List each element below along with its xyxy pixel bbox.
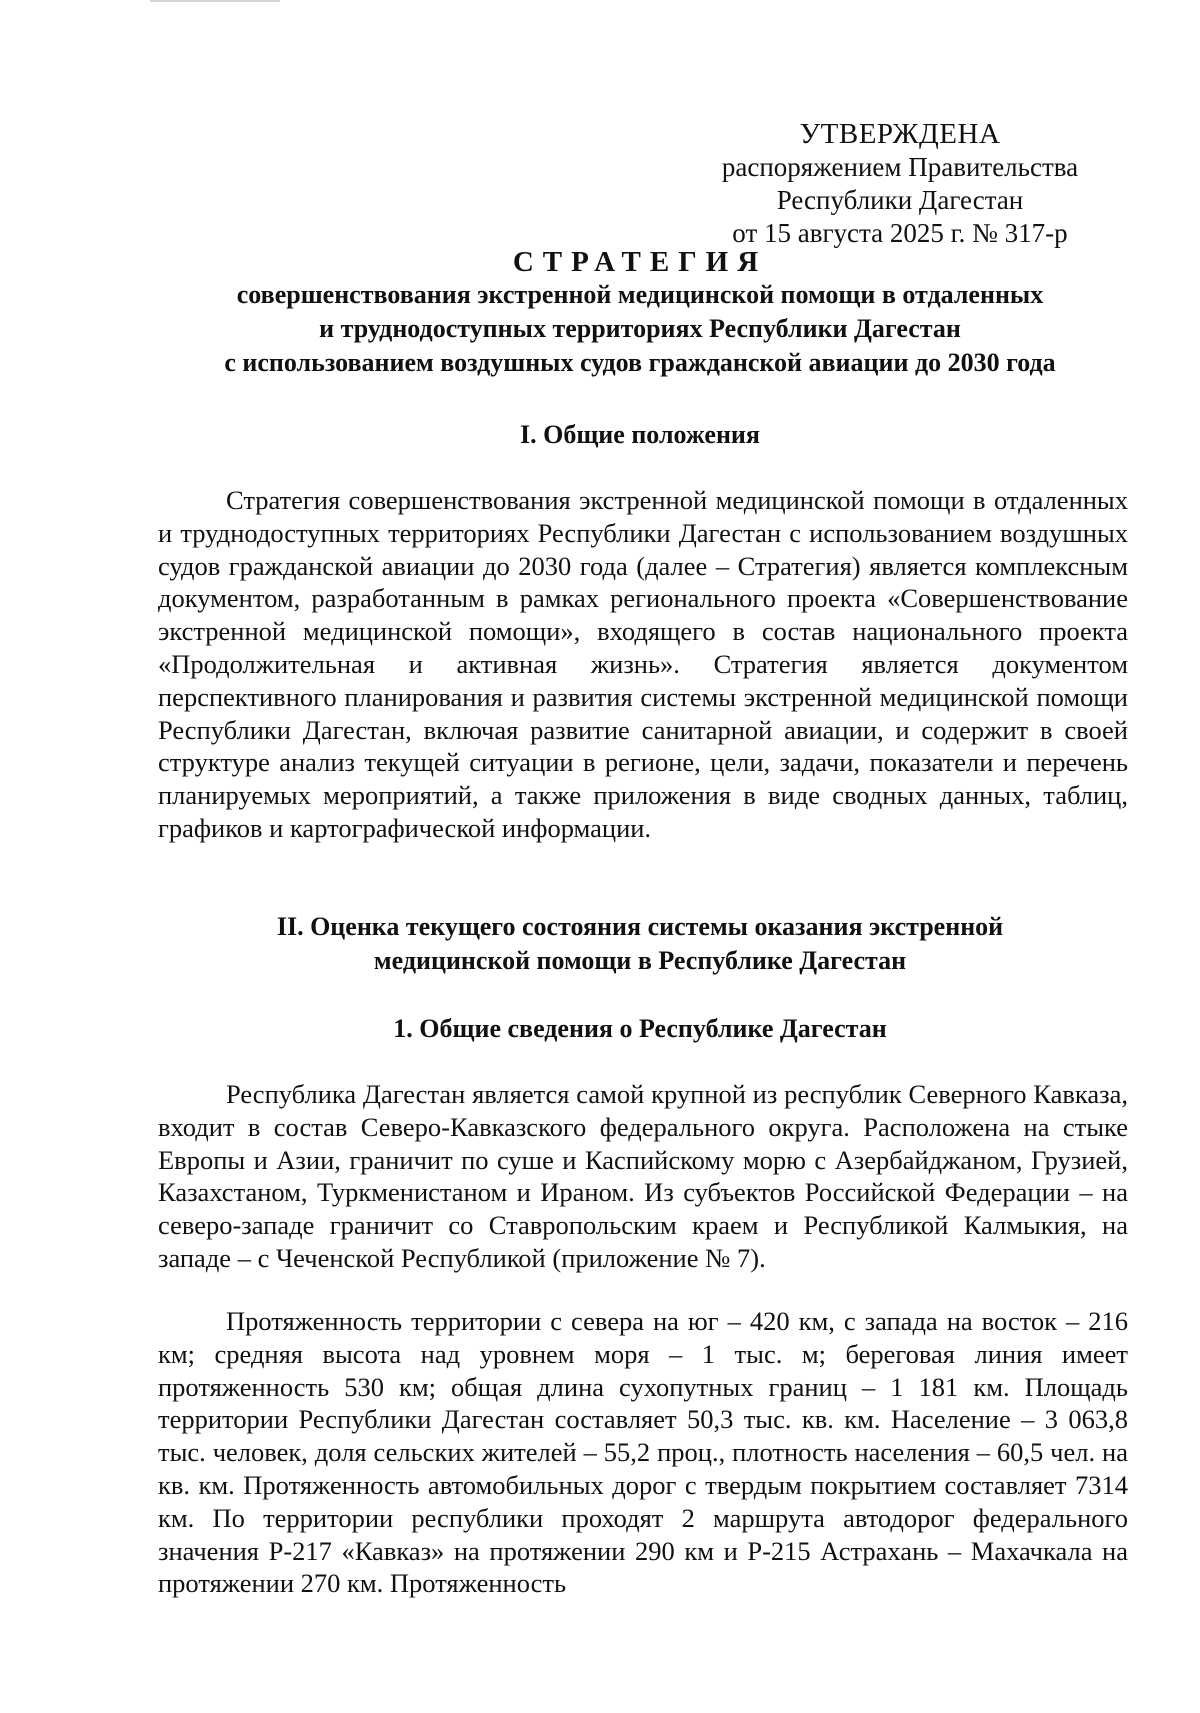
document-title-word: СТРАТЕГИЯ: [512, 246, 768, 278]
approval-title: УТВЕРЖДЕНА: [799, 118, 1001, 150]
document-title-line-1: совершенствования экстренной медицинской помощи в отдаленных: [236, 280, 1044, 309]
subsection-1-paragraph-2: Протяженность территории с севера на юг – 420 км, с запада на восток – 216 км; средняя высота над уровнем моря – 1 тыс. м; береговая линия имеет протяженность 530 км; общая длина сухопутных границ – 1 181 км. Площадь территории Республики Дагестан составляет 50,3 тыс. кв. км. Население – 3 063,8 тыс. человек, доля сельских жителей – 55,2 проц., плотность населения – 60,5 чел. на кв. км. Протяженность автомобильных дорог с твердым покрытием составляет 7314 км. По территории республики проходят 2 маршрута автодорог федерального значения Р-217 «Кавказ» на протяжении 290 км и Р-215 Астрахань – Махачкала на протяжении 270 км. Протяженность: [158, 1306, 1128, 1599]
approval-line-2: Республики Дагестан: [776, 185, 1024, 215]
approval-block: [680, 118, 1120, 250]
document-title-line-2: и труднодоступных территориях Республики Дагестан: [319, 314, 961, 343]
section-2-heading-line-2: медицинской помощи в Республике Дагестан: [373, 946, 907, 975]
subsection-1-paragraph-1: Республика Дагестан является самой крупной из республик Северного Кавказа, входит в состав Северо-Кавказского федерального округа. Расположена на стыке Европы и Азии, граничит по суше и Каспийскому морю с Азербайджаном, Грузией, Казахстаном, Туркменистаном и Ираном. Из субъектов Российской Федерации – на северо-западе граничит со Ставропольским краем и Республикой Калмыкия, на западе – с Чеченской Республикой (приложение № 7).: [158, 1079, 1128, 1273]
approval-line-3: от 15 августа 2025 г. № 317-р: [732, 218, 1068, 248]
approval-line-1: распоряжением Правительства: [721, 152, 1079, 182]
document-title-line-3: с использованием воздушных судов гражданской авиации до 2030 года: [224, 348, 1056, 377]
scan-artifact-top: [150, 0, 280, 2]
section-1-heading: I. Общие положения: [520, 420, 760, 449]
section-2-heading-line-1: II. Оценка текущего состояния системы оказания экстренной: [276, 912, 1004, 941]
section-1-paragraph: Стратегия совершенствования экстренной медицинской помощи в отдаленных и труднодоступных территориях Республики Дагестан с использованием воздушных судов гражданской авиации до 2030 года (далее – Стратегия) является комплексным документом, разработанным в рамках регионального проекта «Совершенствование экстренной медицинской помощи», входящего в состав национального проекта «Продолжительная и активная жизнь». Стратегия является документом перспективного планирования и развития системы экстренной медицинской помощи Республики Дагестан, включая развитие санитарной авиации, и содержит в своей структуре анализ текущей ситуации в регионе, цели, задачи, показатели и перечень планируемых мероприятий, а также приложения в виде сводных данных, таблиц, графиков и картографической информации.: [158, 485, 1128, 843]
document-title: [150, 246, 1130, 380]
section-2-heading: [150, 910, 1130, 978]
subsection-1-heading: 1. Общие сведения о Республике Дагестан: [393, 1014, 887, 1043]
